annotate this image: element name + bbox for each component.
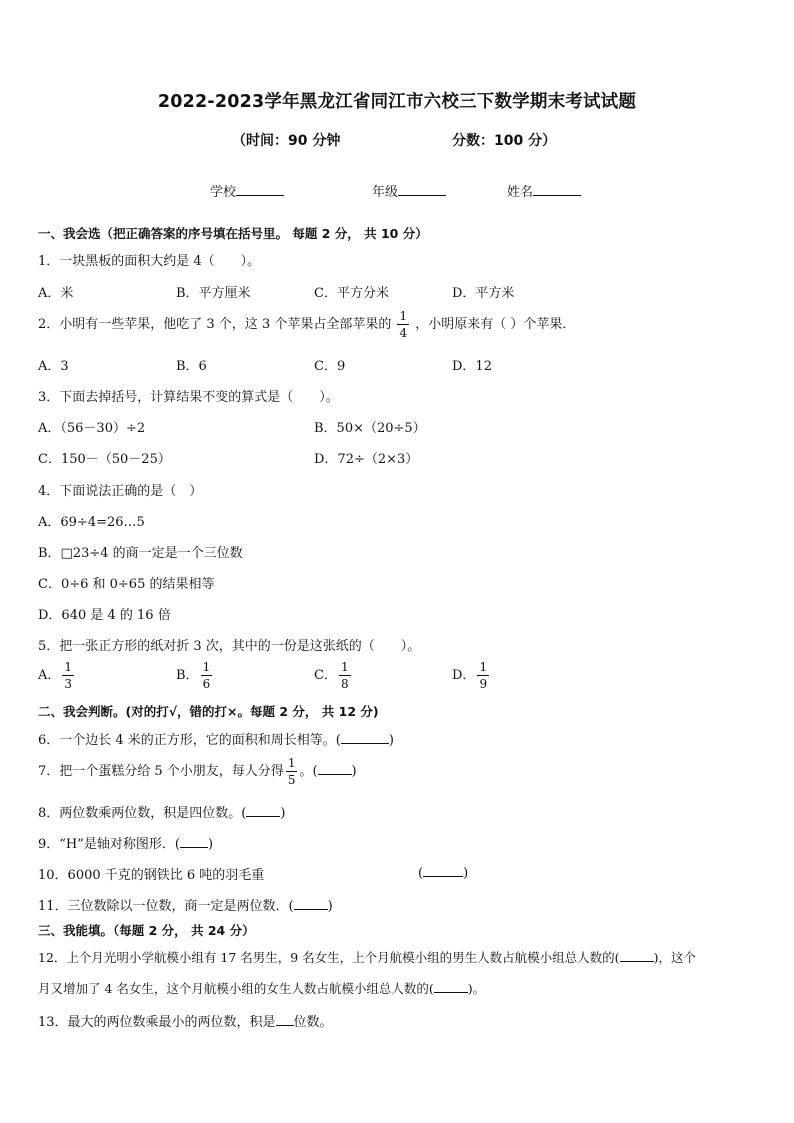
q13-text: 13．最大的两位数乘最小的两位数，积是 [38,1015,276,1030]
name-field[interactable] [507,181,581,200]
school-label: 学校 [210,185,237,200]
q11-text: 11．三位数除以一位数，商一定是两位数．( [38,899,294,914]
q5-option-a[interactable] [38,661,76,690]
q9-text: 9．“H”是轴对称图形．( [38,837,180,852]
grade-label: 年级 [372,185,399,200]
exam-score: 分数：100 分） [452,133,557,149]
q4-option-c[interactable]: C．0÷6 和 0÷65 的结果相等 [38,577,215,592]
q7-post: 。( [299,764,318,779]
q5-d-label: D． [452,668,476,683]
q9 [38,833,213,852]
q3-option-c[interactable]: C．150－（50－25） [38,452,171,467]
q10-open: ( [418,866,424,881]
q8 [38,802,285,821]
q8-text: 8．两位数乘两位数，积是四位数。( [38,806,247,821]
q5-option-b[interactable] [176,661,214,690]
q1-option-c[interactable]: C．平方分米 [314,286,389,301]
q13 [38,1011,333,1030]
q11 [38,895,333,914]
q2-option-c[interactable]: C．9 [314,359,346,374]
q10-text: 10．6000 千克的钢铁比 6 吨的羽毛重 [38,868,265,883]
q7-close: ) [351,764,357,779]
q11-answer-blank[interactable] [294,897,328,910]
section-1-heading: 一、我会选（把正确答案的序号填在括号里。 每题 2 分， 共 10 分） [38,226,428,241]
exam-time: （时间：90 分钟 [232,133,341,149]
q5-a-fraction: $\frac{1}{3}$ [64,660,73,691]
page-title: 2022-2023学年黑龙江省同江市六校三下数学期末考试试题 [157,92,637,112]
q12-line1-post: )，这个 [653,950,696,965]
q8-close: ) [280,806,286,821]
q5-c-label: C． [314,668,337,683]
q5-option-c[interactable] [314,661,353,690]
q2-stem-pre: 2．小明有一些苹果，他吃了 3 个，这 3 个苹果占全部苹果的 [38,317,392,332]
q1-option-a[interactable]: A．米 [38,286,74,301]
q7 [38,757,357,786]
school-field[interactable] [210,181,284,200]
q2-option-a[interactable]: A．3 [38,359,69,374]
q12-line2 [38,979,485,997]
q5-b-label: B． [176,668,199,683]
section-2-heading: 二、我会判断。(对的打√，错的打×。每题 2 分， 共 12 分) [38,704,379,719]
q2-option-b[interactable]: B．6 [176,359,207,374]
q12-line2-post: )。 [467,981,486,996]
q5-a-label: A． [38,668,61,683]
q4-option-a[interactable]: A．69÷4=26…5 [38,515,145,530]
q5-stem: 5．把一张正方形的纸对折 3 次，其中的一份是这张纸的（ ）。 [38,639,421,654]
q5-d-fraction: $\frac{1}{9}$ [479,660,488,691]
q13-post: 位数。 [293,1015,333,1030]
q3-option-b[interactable]: B．50×（20÷5） [314,421,426,436]
q6-text: 6．一个边长 4 米的正方形，它的面积和周长相等。( [38,733,341,748]
q2-fraction: $\frac{1}{4}$ [399,309,408,340]
q2-stem [38,310,575,339]
q12-answer-blank-2[interactable] [434,980,468,993]
q7-answer-blank[interactable] [318,762,352,775]
school-blank[interactable] [236,181,284,196]
q2-stem-post: ，小明原来有（ ）个苹果． [415,317,576,332]
q7-text: 7．把一个蛋糕分给 5 个小朋友，每人分得 [38,764,284,779]
q4-stem: 4．下面说法正确的是（ ） [38,484,203,499]
q11-close: ) [327,899,333,914]
q12-line2-text: 月又增加了 4 名女生，这个月航模小组的女生人数占航模小组总人数的( [38,981,434,996]
q6-close: ) [388,733,394,748]
q1-option-b[interactable]: B．平方厘米 [176,286,251,301]
q5-option-d[interactable] [452,661,491,690]
q4-option-b[interactable]: B．□23÷4 的商一定是一个三位数 [38,546,243,561]
q13-answer-blank[interactable] [276,1013,294,1026]
name-label: 姓名 [507,185,534,200]
q5-b-fraction: $\frac{1}{6}$ [202,660,211,691]
q3-stem: 3．下面去掉括号，计算结果不变的算式是（ ）。 [38,390,339,405]
grade-field[interactable] [372,181,446,200]
name-blank[interactable] [533,181,581,196]
q10-answer-blank[interactable] [423,864,463,877]
q4-option-d[interactable]: D．640 是 4 的 16 倍 [38,608,171,623]
q10-answer [418,864,468,881]
grade-blank[interactable] [398,181,446,196]
q2-option-d[interactable]: D．12 [452,359,492,374]
q3-option-d[interactable]: D．72÷（2×3） [314,452,419,467]
q12-answer-blank-1[interactable] [620,949,654,962]
q9-answer-blank[interactable] [180,835,208,848]
q5-c-fraction: $\frac{1}{8}$ [340,660,349,691]
q7-fraction: $\frac{1}{5}$ [287,756,296,787]
q1-option-d[interactable]: D．平方米 [452,286,515,301]
q6-answer-blank[interactable] [341,731,389,744]
q12-line1-text: 12．上个月光明小学航模小组有 17 名男生，9 名女生，上个月航模小组的男生人数占航模小组总人数的( [38,950,620,965]
q3-option-a[interactable]: A．（56－30）÷2 [38,421,146,436]
q6 [38,729,394,748]
q1-stem: 1．一块黑板的面积大约是 4（ ）。 [38,254,261,269]
q10-close: ) [463,866,469,881]
q9-close: ) [207,837,214,852]
q12-line1 [38,948,696,966]
section-3-heading: 三、我能填。（每题 2 分， 共 24 分） [38,923,255,938]
q8-answer-blank[interactable] [246,804,280,817]
